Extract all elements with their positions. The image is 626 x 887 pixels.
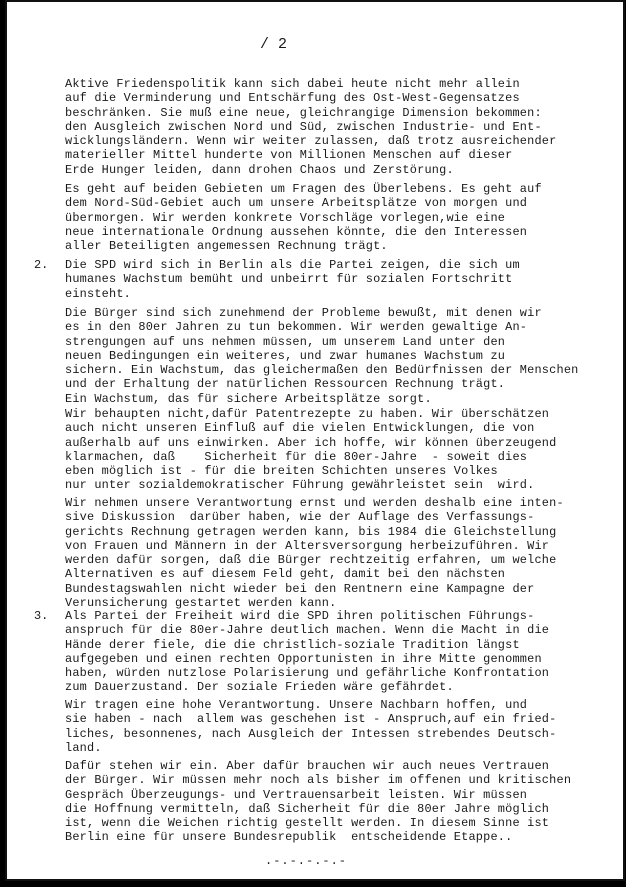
text-line: neuen Bedingungen ein weiteres, und zwar humanes Wachstum zu xyxy=(65,348,506,363)
paragraph-9 xyxy=(65,759,571,845)
text-line: haben, würden nutzlose Polarisierung und gefährliche Konfrontation xyxy=(65,666,550,681)
text-line: dem Nord-Süd-Gebiet auch um unsere Arbeitsplätze von morgen und xyxy=(65,196,528,211)
text-line: auf die Verminderung und Entschärfung des Ost-West-Gegensatzes xyxy=(65,91,520,106)
paragraph-6 xyxy=(65,496,564,610)
end-marker: .-.-.-.-.- xyxy=(265,854,348,868)
text-line: liches, besonnenes, nach Ausgleich der Intessen strebendes Deutsch- xyxy=(65,726,557,741)
text-line: Wir nehmen unsere Verantwortung ernst und werden deshalb eine inten- xyxy=(65,496,564,510)
text-line: Die Bürger sind sich zunehmend der Probleme bewußt, mit denen wir xyxy=(65,306,542,320)
text-line: nur unter sozialdemokratischer Führung gewährleistet sein wird. xyxy=(65,478,535,493)
paragraph-4 xyxy=(65,306,579,406)
paragraph-7 xyxy=(65,609,549,695)
text-line: zum Dauerzustand. Der soziale Frieden wäre gefährdet. xyxy=(65,680,454,695)
paragraph-5 xyxy=(65,407,556,493)
text-line: wicklungsländern. Wenn wir weiter zulassen, daß trotz ausreichender xyxy=(65,134,557,149)
text-line: humanes Wachstum bemüht und unbeirrt für sozialen Fortschritt xyxy=(65,272,513,287)
text-line: Wir behaupten nicht,dafür Patentrezepte zu haben. Wir überschätzen xyxy=(65,407,550,421)
text-line: aller Beteiligten angemessen Rechnung trägt. xyxy=(65,239,388,254)
text-line: Berlin eine für unsere Bundesrepublik entscheidende Etappe.. xyxy=(65,830,513,845)
text-line: strengungen auf uns nehmen müssen, um unserem Land unter den xyxy=(65,334,506,349)
text-line: den Ausgleich zwischen Nord und Süd, zwischen Industrie- und Ent- xyxy=(65,119,542,134)
text-line: übermorgen. Wir werden konkrete Vorschläge vorlegen,wie eine xyxy=(65,210,506,225)
text-line: Hände derer fiele, die die christlich-soziale Tradition längst xyxy=(65,637,520,652)
text-line: der Bürger. Wir müssen mehr noch als bisher im offenen und kritischen xyxy=(65,773,572,788)
text-line: sie haben - nach allem was geschehen ist - Anspruch,auf ein fried- xyxy=(65,712,557,727)
item-number-2: 2. xyxy=(34,258,49,272)
text-line: neue internationale Ordnung aussehen könnte, die den Interessen xyxy=(65,224,528,239)
document-page xyxy=(5,0,625,881)
text-line: Es geht auf beiden Gebieten um Fragen des Überlebens. Es geht auf xyxy=(65,182,542,196)
text-line: beschränken. Sie muß eine neue, gleichrangige Dimension bekommen: xyxy=(65,105,542,120)
text-line: von Frauen und Männern in der Altersversorgung herbeizuführen. Wir xyxy=(65,538,550,553)
text-line: Verunsicherung gestartet werden kann. xyxy=(65,596,337,611)
text-line: werden dafür sorgen, daß die Bürger rechtzeitig erfahren, um welche xyxy=(65,553,557,568)
text-line: klarmachen, daß Sicherheit für die 80er-Jahre - soweit dies xyxy=(65,449,528,464)
page-number: / 2 xyxy=(260,36,288,53)
text-line: Die SPD wird sich in Berlin als die Partei zeigen, die sich um xyxy=(65,258,520,272)
text-line: Dafür stehen wir ein. Aber dafür brauchen wir auch neues Vertrauen xyxy=(65,759,550,773)
paragraph-1 xyxy=(65,77,556,177)
text-line: sive Diskussion darüber haben, wie der Auflage des Verfassungs- xyxy=(65,510,535,525)
text-line: Erde Hunger leiden, dann drohen Chaos und Zerstörung. xyxy=(65,162,454,177)
text-line: Bundestagswahlen nicht wieder bei den Rentnern eine Kampagne der xyxy=(65,581,535,596)
text-line: auch nicht unseren Einfluß auf die vielen Entwicklungen, die von xyxy=(65,421,535,436)
item-number-3: 3. xyxy=(34,609,49,623)
text-line: Ein Wachstum, das für sichere Arbeitsplätze sorgt. xyxy=(65,391,432,406)
paragraph-8 xyxy=(65,698,556,755)
text-line: Gespräch Überzeugungs- und Vertrauensarbeit leisten. Wir müssen xyxy=(65,787,528,802)
text-line: materieller Mittel hunderte von Millionen Menschen auf dieser xyxy=(65,148,513,163)
text-line: ist, wenn die Weichen richtig gestellt werden. In diesem Sinne ist xyxy=(65,816,550,831)
text-line: gerichts Rechnung getragen werden kann, bis 1984 die Gleichstellung xyxy=(65,524,557,539)
text-line: Alternativen es auf diesem Feld geht, damit bei den nächsten xyxy=(65,567,506,582)
text-line: anspruch für die 80er-Jahre deutlich machen. Wenn die Macht in die xyxy=(65,623,550,638)
text-line: eben möglich ist - für die breiten Schichten unseres Volkes xyxy=(65,464,498,479)
text-line: die Hoffnung vermitteln, daß Sicherheit für die 80er Jahre möglich xyxy=(65,801,550,816)
paragraph-2 xyxy=(65,182,542,253)
text-line: land. xyxy=(65,740,102,755)
text-line: außerhalb auf uns einwirken. Aber ich hoffe, wir können überzeugend xyxy=(65,435,557,450)
text-line: und der Erhaltung der natürlichen Ressourcen Rechnung trägt. xyxy=(65,377,506,392)
text-line: sichern. Ein Wachstum, das gleichermaßen den Bedürfnissen der Menschen xyxy=(65,363,579,378)
text-line: Wir tragen eine hohe Verantwortung. Unsere Nachbarn hoffen, und xyxy=(65,698,528,712)
text-line: Als Partei der Freiheit wird die SPD ihren politischen Führungs- xyxy=(65,609,535,623)
text-line: es in den 80er Jahren zu tun bekommen. Wir werden gewaltige An- xyxy=(65,320,528,335)
text-line: einsteht. xyxy=(65,286,132,301)
text-line: aufgegeben und einen rechten Opportunisten in ihre Mitte genommen xyxy=(65,651,542,666)
text-line: Aktive Friedenspolitik kann sich dabei heute nicht mehr allein xyxy=(65,77,520,91)
paragraph-3 xyxy=(65,258,520,301)
